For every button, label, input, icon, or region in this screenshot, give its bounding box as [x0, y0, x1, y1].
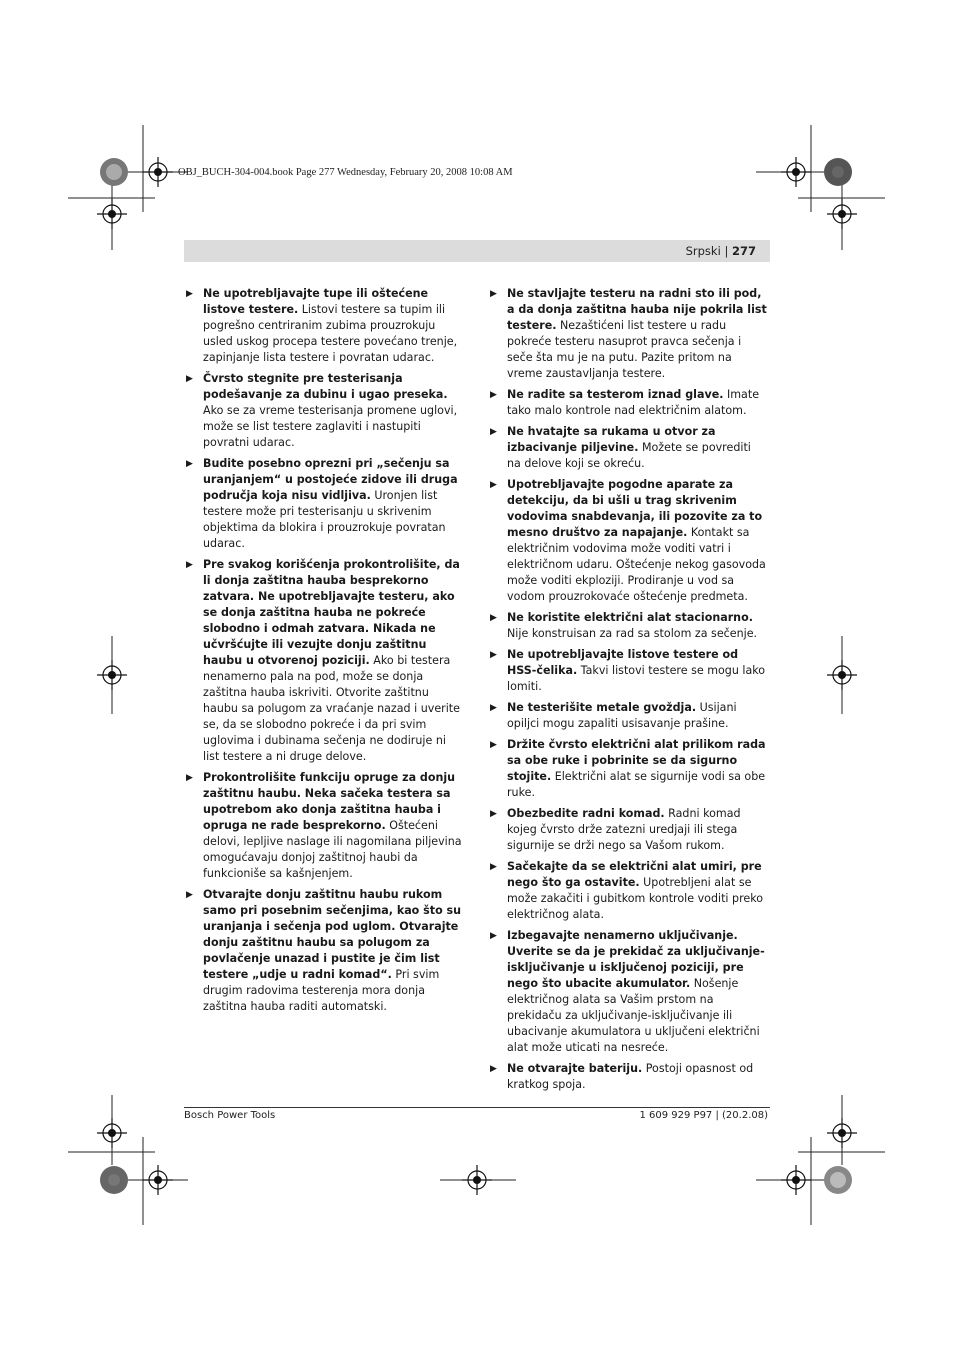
- right-column: [490, 286, 768, 1098]
- safety-item: [186, 557, 464, 765]
- item-text: Električni alat se sigurnije vodi sa obe ruke.: [507, 770, 766, 799]
- item-text: Pri svim drugim radovima testerenja mora donja zaštitna hauba raditi automatski.: [203, 968, 440, 1013]
- footer-doc-number: 1 609 929 P97 | (20.2.08): [639, 1110, 768, 1121]
- safety-item: [490, 859, 768, 923]
- item-text: Imate tako malo kontrole nad električnim alatom.: [507, 388, 760, 417]
- bullet-icon: ▶: [490, 703, 497, 713]
- bullet-icon: ▶: [490, 862, 497, 872]
- safety-item: [490, 610, 768, 642]
- left-column: [186, 286, 464, 1020]
- item-lead: Ne upotrebljavajte tupe ili oštećene listove testere.: [203, 287, 429, 316]
- item-text: Nije konstruisan za rad sa stolom za sečenje.: [507, 627, 758, 640]
- item-lead: Ne radite sa testerom iznad glave.: [507, 388, 724, 401]
- bullet-icon: ▶: [186, 560, 193, 570]
- item-text: Kontakt sa električnim vodovima može voditi vatri i električnom udaru. Oštećenje nekog gasovoda može voditi ekploziji. Prodiranje u vod sa vodom prouzrokovaće oštećenje predmeta.: [507, 526, 766, 603]
- footer-brand: Bosch Power Tools: [184, 1110, 276, 1121]
- item-lead: Otvarajte donju zaštitnu haubu rukom samo pri posebnim sečenjima, kao što su uranjanja i sečenja pod uglom. Otvarajte donju zaštitnu haubu sa polugom za povlačenje unazad i pustite je čim list testere „udje u radni komad“.: [203, 888, 462, 981]
- item-lead: Prokontrolišite funkciju opruge za donju zaštitnu haubu. Neka sačeka testera sa upotrebom ako donja zaštitna hauba i opruga ne rade besprekorno.: [203, 771, 456, 832]
- safety-item: [490, 424, 768, 472]
- safety-item: [490, 806, 768, 854]
- item-lead: Ne hvatajte sa rukama u otvor za izbacivanje piljevine.: [507, 425, 716, 454]
- page-header: [184, 240, 770, 262]
- item-lead: Ne koristite električni alat stacionarno.: [507, 611, 753, 624]
- bullet-icon: ▶: [490, 427, 497, 437]
- safety-item: [186, 371, 464, 451]
- item-lead: Ne upotrebljavajte listove testere od HSS-čelika.: [507, 648, 739, 677]
- bullet-icon: ▶: [490, 390, 497, 400]
- bullet-icon: ▶: [490, 931, 497, 941]
- header-separator: |: [720, 244, 732, 258]
- bullet-icon: ▶: [186, 374, 193, 384]
- safety-item: [490, 647, 768, 695]
- safety-item: [490, 1061, 768, 1093]
- item-lead: Upotrebljavajte pogodne aparate za detekciju, da bi ušli u trag skrivenim vodovima snabdevanja, ili pozovite za to mesno društvo za napajanje.: [507, 478, 763, 539]
- item-lead: Ne testerišite metale gvoždja.: [507, 701, 697, 714]
- item-text: Usijani opiljci mogu zapaliti usisavanje prašine.: [507, 701, 737, 730]
- bullet-icon: ▶: [490, 289, 497, 299]
- safety-item: [186, 456, 464, 552]
- bullet-icon: ▶: [490, 650, 497, 660]
- safety-item: [490, 286, 768, 382]
- section-name: Srpski: [685, 244, 721, 258]
- bullet-icon: ▶: [186, 890, 193, 900]
- item-text: Takvi listovi testere se mogu lako lomiti.: [507, 664, 766, 693]
- item-lead: Budite posebno oprezni pri „sečenju sa uranjanjem“ u postojeće zidove ili druga područja koja nisu vidljiva.: [203, 457, 458, 502]
- item-text: Ako se za vreme testerisanja promene uglovi, može se list testere zaglaviti i nastupiti povratni udarac.: [203, 404, 458, 449]
- item-lead: Obezbedite radni komad.: [507, 807, 665, 820]
- safety-item: [490, 387, 768, 419]
- header-text: [686, 244, 756, 258]
- item-lead: Ne otvarajte bateriju.: [507, 1062, 643, 1075]
- bullet-icon: ▶: [490, 809, 497, 819]
- safety-item: [490, 477, 768, 605]
- item-text: Radni komad kojeg čvrsto drže zatezni uredjaji ili stega sigurnije se drži nego sa Vašom rukom.: [507, 807, 741, 852]
- bullet-icon: ▶: [186, 773, 193, 783]
- item-text: Listovi testere sa tupim ili pogrešno centriranim zubima prouzrokuju usled uskog procepa testere povećano trenje, zapinjanje lista testere i povratan udarac.: [203, 303, 458, 364]
- safety-item: [186, 286, 464, 366]
- bullet-icon: ▶: [490, 740, 497, 750]
- page-number: 277: [731, 244, 756, 258]
- item-text: Ako bi testera nenamerno pala na pod, može se donja zaštitna hauba iskriviti. Otvorite zaštitnu haubu sa polugom za vraćanje nazad i uverite se, da se slobodno pokreće i da pri svim uglovima i dubinama sečenja ne dodiruje ni list testere a ni druge delove.: [203, 654, 460, 763]
- footer-rule: [184, 1107, 770, 1108]
- safety-item: [186, 887, 464, 1015]
- item-lead: Pre svakog korišćenja prokontrolišite, da li donja zaštitna hauba besprekorno zatvara. Ne upotrebljavajte testeru, ako se donja zaštitna hauba ne pokreće slobodno i odmah zatvara. Nikada ne učvršćujte ili vezujte donju zaštitnu haubu u otvorenoj poziciji.: [203, 558, 460, 667]
- item-text: Upotrebljeni alat se može zakačiti i gubitkom kontrole voditi preko električnog alata.: [507, 876, 764, 921]
- bullet-icon: ▶: [490, 1064, 497, 1074]
- item-text: Postoji opasnost od kratkog spoja.: [507, 1062, 754, 1091]
- item-text: Nošenje električnog alata sa Vašim prstom na prekidaču za uključivanje-isključivanje ili ubacivanje akumulatora u uključeni električni alat može uticati na nesreće.: [507, 977, 760, 1054]
- item-lead: Ne stavljajte testeru na radni sto ili pod, a da donja zaštitna hauba nije pokrila list testere.: [507, 287, 767, 332]
- item-text: Uronjen list testere može pri testerisanju u skrivenim objektima da blokira i prouzrokuje povratan udarac.: [203, 489, 446, 550]
- safety-item: [490, 737, 768, 801]
- safety-item: [490, 700, 768, 732]
- item-lead: Čvrsto stegnite pre testerisanja podešavanje za dubinu i ugao preseka.: [203, 372, 448, 401]
- bullet-icon: ▶: [490, 613, 497, 623]
- item-text: Nezaštićeni list testere u radu pokreće testeru nasuprot pravca sečenja i seče šta mu je na putu. Pazite pritom na vreme zaustavljanja testere.: [507, 319, 742, 380]
- item-text: Oštećeni delovi, lepljive naslage ili nagomilana piljevina omogućavaju donjoj zaštitnoj haubi da funkcioniše sa kašnjenjem.: [203, 819, 462, 880]
- item-lead: Držite čvrsto električni alat prilikom rada sa obe ruke i pobrinite se da sigurno stojite.: [507, 738, 766, 783]
- bullet-icon: ▶: [490, 480, 497, 490]
- safety-item: [186, 770, 464, 882]
- print-info: OBJ_BUCH-304-004.book Page 277 Wednesday, February 20, 2008 10:08 AM: [178, 167, 513, 178]
- item-text: Možete se povrediti na delove koji se okreću.: [507, 441, 751, 470]
- bullet-icon: ▶: [186, 289, 193, 299]
- bullet-icon: ▶: [186, 459, 193, 469]
- item-lead: Izbegavajte nenamerno uključivanje. Uverite se da je prekidač za uključivanje-isključivanje u isključenoj poziciji, pre nego što ubacite akumulator.: [507, 929, 765, 990]
- safety-item: [490, 928, 768, 1056]
- item-lead: Sačekajte da se električni alat umiri, pre nego što ga ostavite.: [507, 860, 762, 889]
